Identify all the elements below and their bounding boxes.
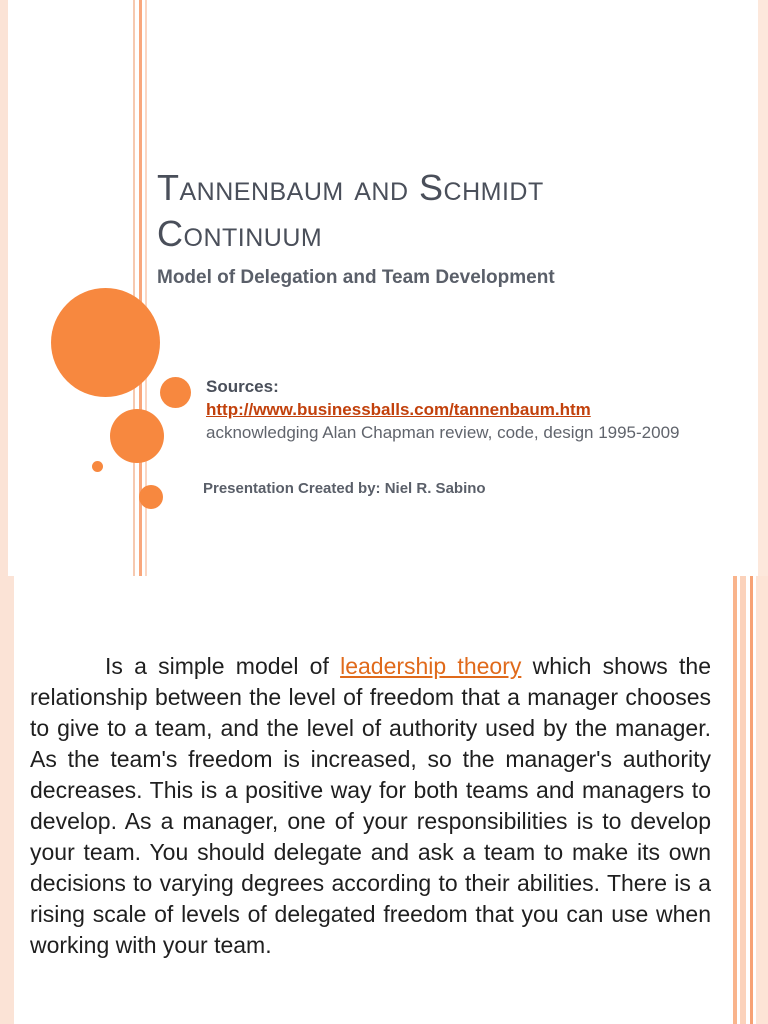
slide-title: Tannenbaum and Schmidt Continuum [157, 167, 544, 254]
decor-circle-large [51, 288, 160, 397]
decor-stripe [740, 576, 746, 1024]
sources-link[interactable]: http://www.businessballs.com/tannenbaum.htm [206, 400, 591, 419]
body-text-start: Is a simple model of [105, 653, 341, 679]
sources-label: Sources: [206, 377, 279, 396]
body-paragraph [30, 651, 711, 961]
sources-block [206, 375, 716, 444]
decor-circle [110, 409, 164, 463]
body-text-rest: which shows the relationship between the level of freedom that a manager chooses to give to a team, and the level of authority used by the manager. As the team's freedom is increased, so the manager's authority decreases. This is a positive way for both teams and managers to develop. As a manager, one of your responsibilities is to develop your team. You should delegate and ask a team to make its own decisions to varying degrees according to their abilities. There is a rising scale of levels of delegated freedom that you can use when working with your team. [30, 653, 711, 958]
sources-acknowledgement: acknowledging Alan Chapman review, code, design 1995-2009 [206, 423, 680, 442]
decor-stripe [733, 576, 737, 1024]
slide-subtitle: Model of Delegation and Team Development [157, 267, 555, 288]
decor-stripe [756, 576, 768, 1024]
decor-stripe [133, 0, 135, 576]
right-decor-band [758, 0, 768, 576]
decor-circle [139, 485, 163, 509]
decor-stripe [750, 576, 753, 1024]
presentation-credit: Presentation Created by: Niel R. Sabino [203, 480, 486, 497]
leadership-theory-link[interactable]: leadership theory [340, 653, 522, 679]
left-decor-band [0, 0, 8, 576]
decor-circle-small [92, 461, 103, 472]
content-slide [0, 576, 768, 1024]
left-decor-band [0, 576, 14, 1024]
decor-circle [160, 377, 191, 408]
